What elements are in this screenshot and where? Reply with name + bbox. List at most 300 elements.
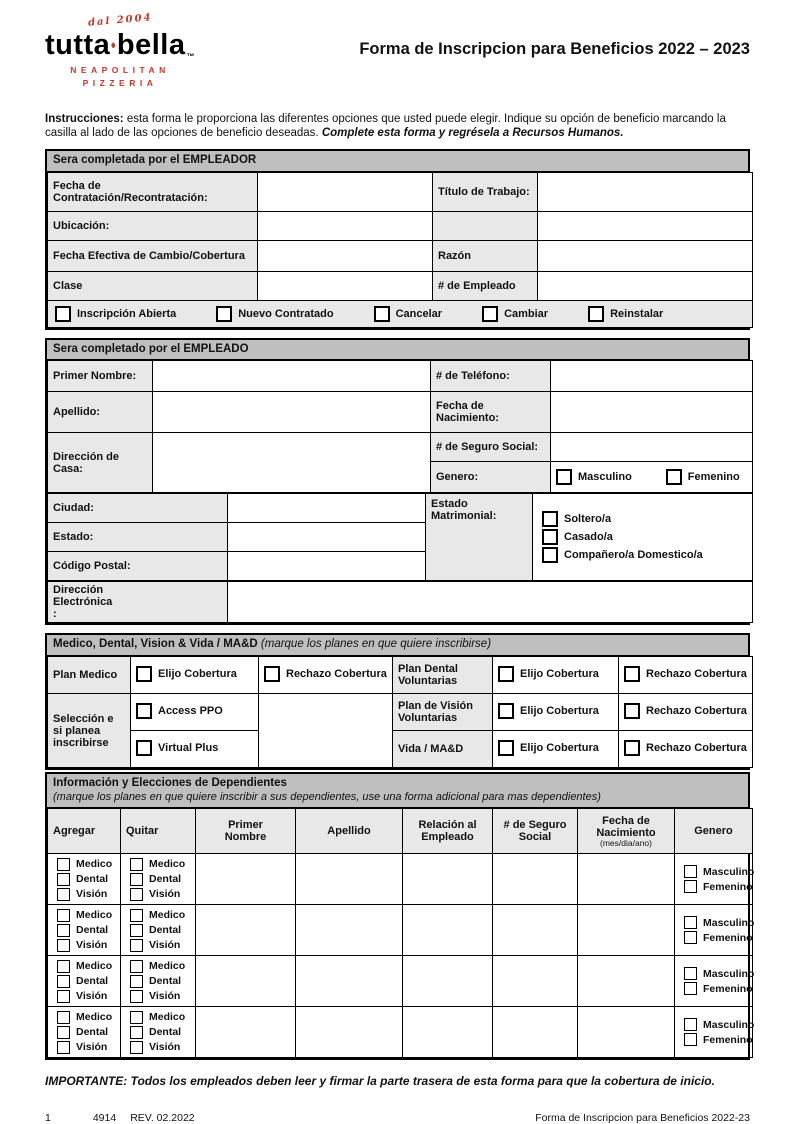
gender-options-cell [551, 462, 753, 493]
enrollment-type-row [48, 300, 753, 327]
dependent-row [48, 1007, 753, 1058]
checkbox-label: Access PPO [158, 704, 223, 717]
checkbox-label: Femenino [703, 931, 753, 944]
dependent-row [48, 956, 753, 1007]
checkbox-label: Masculino [703, 916, 755, 929]
label-seleccion: Selección e si planea inscribirse [48, 694, 131, 768]
checkbox-remove-dental[interactable] [130, 873, 186, 886]
checkbox-icon[interactable] [130, 1041, 143, 1054]
label-plan-dental: Plan Dental Voluntarias [393, 657, 493, 694]
input-dependent-birth-date[interactable] [578, 1007, 675, 1058]
checkbox-label: Medico [149, 858, 186, 871]
checkbox-icon[interactable] [57, 924, 70, 937]
checkbox-dep-femenino[interactable] [684, 982, 753, 995]
checkbox-icon[interactable] [57, 873, 70, 886]
dependents-header-row [48, 809, 753, 854]
dental-decline-cell [619, 657, 753, 694]
input-class[interactable] [258, 271, 433, 300]
checkbox-label: Visión [76, 990, 108, 1003]
instructions-label: Instrucciones: [45, 113, 124, 125]
checkbox-femenino[interactable] [666, 469, 740, 485]
dependents-header-title: Información y Elecciones de Dependientes [53, 777, 287, 790]
checkbox-add-vision[interactable] [57, 888, 111, 901]
checkbox-label: Casado/a [564, 531, 613, 544]
logo-word-bella: bella [116, 28, 186, 61]
checkbox-vida-rechazo[interactable] [624, 740, 747, 756]
label-first-name: Primer Nombre: [48, 361, 153, 392]
checkbox-icon[interactable] [130, 909, 143, 922]
checkbox-label: Masculino [703, 967, 755, 980]
checkbox-label: Femenino [703, 1033, 753, 1046]
checkbox-icon[interactable] [624, 703, 640, 719]
vision-decline-cell [619, 694, 753, 731]
input-dependent-birth-date[interactable] [578, 854, 675, 905]
checkbox-label: Femenino [687, 471, 740, 484]
employee-table-middle [47, 493, 753, 581]
checkbox-label: Nuevo Contratado [238, 307, 334, 320]
column-header-quitar: Quitar [121, 809, 196, 854]
logo-subtitle-line2: PIZZERIA [82, 77, 158, 88]
checkbox-label: Masculino [703, 1018, 755, 1031]
dependent-remove-options [121, 854, 196, 905]
dependent-add-options [48, 854, 121, 905]
label-city: Ciudad: [48, 494, 228, 523]
checkbox-icon[interactable] [374, 306, 390, 322]
checkbox-medico-rechazo[interactable] [264, 666, 387, 682]
dob-format-note: (mes/dia/ano) [600, 837, 652, 848]
checkbox-vision-elijo[interactable] [498, 703, 599, 719]
checkbox-label: Soltero/a [564, 513, 612, 526]
checkbox-icon[interactable] [130, 990, 143, 1003]
checkbox-label: Visión [149, 1041, 181, 1054]
dependents-table [47, 808, 753, 1058]
checkbox-remove-medico[interactable] [130, 909, 186, 922]
checkbox-icon[interactable] [684, 1033, 697, 1046]
checkbox-remove-vision[interactable] [130, 1041, 186, 1054]
strawberry-icon [111, 29, 116, 61]
checkbox-icon[interactable] [55, 306, 71, 322]
checkbox-companero-domestico[interactable] [542, 547, 743, 563]
checkbox-label: Dental [149, 1026, 182, 1039]
logo-tagline: dal 2004 [87, 12, 153, 29]
input-dependent-first-name[interactable] [196, 956, 296, 1007]
checkbox-icon[interactable] [498, 703, 514, 719]
instructions-body: esta forma le proporciona las diferentes opciones que usted puede elegir. Indique su opción de beneficio marcando la casilla al lado de las opciones de beneficio deseadas. [45, 113, 726, 140]
column-header-primer-nombre: Primer Nombre [196, 809, 296, 854]
checkbox-icon[interactable] [684, 982, 697, 995]
checkbox-label: Elijo Cobertura [520, 704, 599, 717]
checkbox-inscripcion-abierta[interactable] [55, 306, 176, 322]
checkbox-icon[interactable] [666, 469, 682, 485]
ppo-option-cell [131, 694, 259, 731]
checkbox-icon[interactable] [57, 939, 70, 952]
checkbox-icon[interactable] [136, 703, 152, 719]
input-effective-date[interactable] [258, 240, 433, 271]
checkbox-icon[interactable] [57, 960, 70, 973]
input-dependent-first-name[interactable] [196, 1007, 296, 1058]
checkbox-icon[interactable] [130, 888, 143, 901]
checkbox-icon[interactable] [624, 666, 640, 682]
label-ssn: # de Seguro Social: [431, 433, 551, 462]
checkbox-label: Elijo Cobertura [520, 741, 599, 754]
virtual-option-cell [131, 731, 259, 768]
label-marital-status: Estado Matrimonial: [426, 494, 533, 581]
checkbox-masculino[interactable] [556, 469, 632, 485]
input-dependent-ssn[interactable] [493, 1007, 578, 1058]
checkbox-label: Masculino [703, 865, 755, 878]
input-dependent-ssn[interactable] [493, 854, 578, 905]
label-hire-date: Fecha de Contratación/Recontratación: [48, 172, 258, 211]
column-header-relacion: Relación al Empleado [403, 809, 493, 854]
label-email: Dirección Electrónica: [48, 582, 228, 623]
dependent-add-options [48, 1007, 121, 1058]
label-plan-vision: Plan de Visión Voluntarias [393, 694, 493, 731]
checkbox-add-vision[interactable] [57, 939, 111, 952]
dependent-row [48, 905, 753, 956]
logo-subtitle-line1: NEAPOLITAN [70, 65, 170, 75]
employee-section [45, 338, 750, 626]
input-state[interactable] [228, 523, 426, 552]
checkbox-casado[interactable] [542, 529, 743, 545]
checkbox-label: Dental [76, 924, 109, 937]
column-header-apellido: Apellido [296, 809, 403, 854]
checkbox-remove-medico[interactable] [130, 960, 186, 973]
employee-table-bottom [47, 581, 753, 623]
checkbox-add-medico[interactable] [57, 858, 111, 871]
input-location-extra[interactable] [538, 211, 753, 240]
checkbox-icon[interactable] [57, 909, 70, 922]
checkbox-label: Femenino [703, 982, 753, 995]
checkbox-label: Rechazo Cobertura [646, 667, 747, 680]
checkbox-icon[interactable] [130, 1011, 143, 1024]
column-header-seguro-social: # de Seguro Social [493, 809, 578, 854]
footer-title: Forma de Inscripcion para Beneficios 2022-23 [535, 1112, 750, 1124]
dependents-section-header [47, 774, 748, 808]
plans-section [45, 633, 750, 770]
label-location: Ubicación: [48, 211, 258, 240]
column-header-agregar: Agregar [48, 809, 121, 854]
checkbox-label: Visión [76, 939, 108, 952]
checkbox-vision-rechazo[interactable] [624, 703, 747, 719]
checkbox-icon[interactable] [588, 306, 604, 322]
employee-section-header: Sera completado por el EMPLEADO [47, 340, 748, 361]
checkbox-add-medico[interactable] [57, 1011, 111, 1024]
dependents-header-note: (marque los planes en que quiere inscribir a sus dependientes, use una forma adicional para mas dependientes) [53, 790, 601, 803]
checkbox-label: Dental [149, 873, 182, 886]
checkbox-icon[interactable] [57, 990, 70, 1003]
input-job-title[interactable] [538, 172, 753, 211]
input-dependent-relation[interactable] [403, 956, 493, 1007]
logo-word-tutta: tutta [45, 28, 111, 61]
checkbox-label: Medico [76, 909, 113, 922]
input-phone[interactable] [551, 361, 753, 392]
label-effective-date: Fecha Efectiva de Cambio/Cobertura [48, 240, 258, 271]
column-header-genero: Genero [675, 809, 753, 854]
checkbox-remove-vision[interactable] [130, 888, 186, 901]
employer-section-header: Sera completada por el EMPLEADOR [47, 151, 748, 172]
dependent-remove-options [121, 956, 196, 1007]
checkbox-cancelar[interactable] [374, 306, 442, 322]
checkbox-remove-medico[interactable] [130, 1011, 186, 1024]
checkbox-icon[interactable] [130, 924, 143, 937]
dependent-gender-options [675, 1007, 753, 1058]
dependent-add-options [48, 956, 121, 1007]
checkbox-cambiar[interactable] [482, 306, 548, 322]
checkbox-icon[interactable] [624, 740, 640, 756]
checkbox-icon[interactable] [684, 865, 697, 878]
checkbox-icon[interactable] [684, 967, 697, 980]
checkbox-icon[interactable] [542, 511, 558, 527]
plans-empty-cell [259, 694, 393, 768]
checkbox-label: Rechazo Cobertura [286, 667, 387, 680]
input-last-name[interactable] [153, 392, 431, 433]
checkbox-label: Inscripción Abierta [77, 307, 177, 320]
checkbox-label: Dental [76, 873, 109, 886]
column-header-fecha-nacimiento: Fecha de Nacimiento (mes/dia/ano) [578, 809, 675, 854]
checkbox-label: Compañero/a Domestico/a [564, 549, 703, 562]
checkbox-remove-medico[interactable] [130, 858, 186, 871]
checkbox-add-dental[interactable] [57, 1026, 111, 1039]
input-dependent-birth-date[interactable] [578, 956, 675, 1007]
checkbox-icon[interactable] [216, 306, 232, 322]
checkbox-add-medico[interactable] [57, 960, 111, 973]
plans-header-note: (marque los planes en que quiere inscribirse) [260, 638, 492, 651]
page-title: Forma de Inscripcion para Beneficios 2022 – 2023 [359, 40, 750, 58]
checkbox-icon[interactable] [57, 1011, 70, 1024]
checkbox-icon[interactable] [130, 975, 143, 988]
label-home-address: Dirección de Casa: [48, 433, 153, 493]
logo-name [45, 29, 195, 61]
checkbox-icon[interactable] [136, 666, 152, 682]
checkbox-icon[interactable] [130, 873, 143, 886]
page-footer [45, 1112, 750, 1124]
checkbox-label: Dental [76, 1026, 109, 1039]
instructions-emphasis: Complete esta forma y regrésela a Recursos Humanos. [321, 127, 624, 140]
input-dependent-ssn[interactable] [493, 905, 578, 956]
input-dependent-relation[interactable] [403, 905, 493, 956]
page-header [45, 10, 750, 106]
label-job-title: Título de Trabajo: [433, 172, 538, 211]
checkbox-label: Medico [149, 960, 186, 973]
checkbox-label: Femenino [703, 880, 753, 893]
dependent-remove-options [121, 905, 196, 956]
checkbox-label: Rechazo Cobertura [646, 741, 747, 754]
checkbox-remove-vision[interactable] [130, 939, 186, 952]
tutta-bella-logo [45, 10, 195, 90]
input-dependent-last-name[interactable] [296, 905, 403, 956]
important-note: IMPORTANTE: Todos los empleados deben leer y firmar la parte trasera de esta forma para que la cobertura de inicio. [45, 1074, 715, 1089]
checkbox-label: Dental [149, 924, 182, 937]
checkbox-label: Virtual Plus [158, 741, 219, 754]
form-page [45, 0, 755, 1124]
checkbox-remove-dental[interactable] [130, 924, 186, 937]
checkbox-remove-vision[interactable] [130, 990, 186, 1003]
input-employee-number[interactable] [538, 271, 753, 300]
checkbox-icon[interactable] [130, 1026, 143, 1039]
checkbox-label: Visión [149, 939, 181, 952]
label-reason: Razón [433, 240, 538, 271]
checkbox-icon[interactable] [57, 975, 70, 988]
label-birth-date: Fecha de Nacimiento: [431, 392, 551, 433]
medical-decline-cell [259, 657, 393, 694]
checkbox-icon[interactable] [684, 931, 697, 944]
input-dependent-last-name[interactable] [296, 854, 403, 905]
checkbox-label: Visión [149, 990, 181, 1003]
input-dependent-first-name[interactable] [196, 854, 296, 905]
checkbox-label: Visión [76, 888, 108, 901]
checkbox-icon[interactable] [57, 1026, 70, 1039]
life-decline-cell [619, 731, 753, 768]
checkbox-icon[interactable] [57, 858, 70, 871]
plans-header-title: Medico, Dental, Vision & Vida / MA&D [53, 638, 258, 651]
label-gender: Genero: [431, 462, 551, 493]
checkbox-label: Elijo Cobertura [158, 667, 237, 680]
checkbox-label: Medico [76, 858, 113, 871]
label-plan-medico: Plan Medico [48, 657, 131, 694]
checkbox-label: Dental [149, 975, 182, 988]
input-reason[interactable] [538, 240, 753, 271]
checkbox-icon[interactable] [130, 939, 143, 952]
page-number: 1 [45, 1112, 51, 1124]
dependent-gender-options [675, 905, 753, 956]
plans-section-header [47, 635, 748, 656]
input-dependent-ssn[interactable] [493, 956, 578, 1007]
label-phone: # de Teléfono: [431, 361, 551, 392]
checkbox-dep-femenino[interactable] [684, 1033, 753, 1046]
checkbox-reinstalar[interactable] [588, 306, 663, 322]
checkbox-icon[interactable] [684, 880, 697, 893]
checkbox-icon[interactable] [498, 666, 514, 682]
checkbox-icon[interactable] [556, 469, 572, 485]
dependent-gender-options [675, 854, 753, 905]
checkbox-dental-elijo[interactable] [498, 666, 599, 682]
label-zip: Código Postal: [48, 552, 228, 581]
checkbox-label: Cancelar [395, 307, 443, 320]
checkbox-dep-femenino[interactable] [684, 880, 753, 893]
input-dependent-first-name[interactable] [196, 905, 296, 956]
checkbox-icon[interactable] [542, 547, 558, 563]
checkbox-dental-rechazo[interactable] [624, 666, 747, 682]
checkbox-icon[interactable] [498, 740, 514, 756]
checkbox-label: Masculino [578, 471, 632, 484]
checkbox-label: Visión [76, 1041, 108, 1054]
checkbox-label: Cambiar [504, 307, 549, 320]
checkbox-medico-elijo[interactable] [136, 666, 237, 682]
dependent-row [48, 854, 753, 905]
vision-elect-cell [493, 694, 619, 731]
employee-table-top [47, 360, 753, 493]
input-ssn[interactable] [551, 433, 753, 462]
form-revision: REV. 02.2022 [130, 1112, 195, 1124]
dependent-remove-options [121, 1007, 196, 1058]
checkbox-add-vision[interactable] [57, 1041, 111, 1054]
checkbox-soltero[interactable] [542, 511, 743, 527]
label-employee-number: # de Empleado [433, 271, 538, 300]
checkbox-icon[interactable] [542, 529, 558, 545]
input-hire-date[interactable] [258, 172, 433, 211]
checkbox-remove-dental[interactable] [130, 975, 186, 988]
checkbox-label: Medico [149, 1011, 186, 1024]
trademark-symbol: ™ [186, 52, 195, 61]
dependents-section [45, 772, 755, 1060]
dependent-add-options [48, 905, 121, 956]
checkbox-virtual-plus[interactable] [136, 740, 218, 756]
employer-section [45, 149, 750, 330]
checkbox-label: Medico [76, 1011, 113, 1024]
plans-table [47, 656, 753, 768]
form-code: 4914 [92, 1112, 117, 1124]
checkbox-label: Reinstalar [610, 307, 664, 320]
input-email[interactable] [228, 582, 753, 623]
input-dependent-relation[interactable] [403, 854, 493, 905]
checkbox-vida-elijo[interactable] [498, 740, 599, 756]
medical-elect-cell [131, 657, 259, 694]
checkbox-icon[interactable] [57, 1041, 70, 1054]
employer-table [47, 172, 753, 328]
input-dependent-relation[interactable] [403, 1007, 493, 1058]
checkbox-label: Rechazo Cobertura [646, 704, 747, 717]
checkbox-icon[interactable] [130, 858, 143, 871]
input-location[interactable] [258, 211, 433, 240]
checkbox-icon[interactable] [684, 916, 697, 929]
life-elect-cell [493, 731, 619, 768]
checkbox-nuevo-contratado[interactable] [216, 306, 333, 322]
checkbox-dep-masculino[interactable] [684, 1018, 755, 1031]
checkbox-remove-dental[interactable] [130, 1026, 186, 1039]
checkbox-icon[interactable] [136, 740, 152, 756]
checkbox-label: Elijo Cobertura [520, 667, 599, 680]
checkbox-icon[interactable] [130, 960, 143, 973]
checkbox-label: Dental [76, 975, 109, 988]
checkbox-icon[interactable] [57, 888, 70, 901]
checkbox-icon[interactable] [264, 666, 280, 682]
input-zip[interactable] [228, 552, 426, 581]
checkbox-label: Medico [76, 960, 113, 973]
input-home-address[interactable] [153, 433, 431, 493]
input-first-name[interactable] [153, 361, 431, 392]
label-vida-mad: Vida / MA&D [393, 731, 493, 768]
input-birth-date[interactable] [551, 392, 753, 433]
dependent-gender-options [675, 956, 753, 1007]
checkbox-add-medico[interactable] [57, 909, 111, 922]
label-class: Clase [48, 271, 258, 300]
checkbox-label: Visión [149, 888, 181, 901]
checkbox-dep-masculino[interactable] [684, 967, 755, 980]
input-dependent-birth-date[interactable] [578, 905, 675, 956]
checkbox-add-vision[interactable] [57, 990, 111, 1003]
checkbox-icon[interactable] [482, 306, 498, 322]
checkbox-dep-masculino[interactable] [684, 865, 755, 878]
checkbox-add-dental[interactable] [57, 924, 111, 937]
checkbox-icon[interactable] [684, 1018, 697, 1031]
checkbox-access-ppo[interactable] [136, 703, 223, 719]
checkbox-label: Medico [149, 909, 186, 922]
checkbox-add-dental[interactable] [57, 873, 111, 886]
label-last-name: Apellido: [48, 392, 153, 433]
dental-elect-cell [493, 657, 619, 694]
checkbox-dep-femenino[interactable] [684, 931, 753, 944]
input-city[interactable] [228, 494, 426, 523]
checkbox-add-dental[interactable] [57, 975, 111, 988]
label-empty-cell [433, 211, 538, 240]
checkbox-dep-masculino[interactable] [684, 916, 755, 929]
marital-options-cell [533, 494, 753, 581]
input-dependent-last-name[interactable] [296, 1007, 403, 1058]
instructions [45, 112, 750, 141]
input-dependent-last-name[interactable] [296, 956, 403, 1007]
label-state: Estado: [48, 523, 228, 552]
logo-subtitle [45, 64, 195, 90]
